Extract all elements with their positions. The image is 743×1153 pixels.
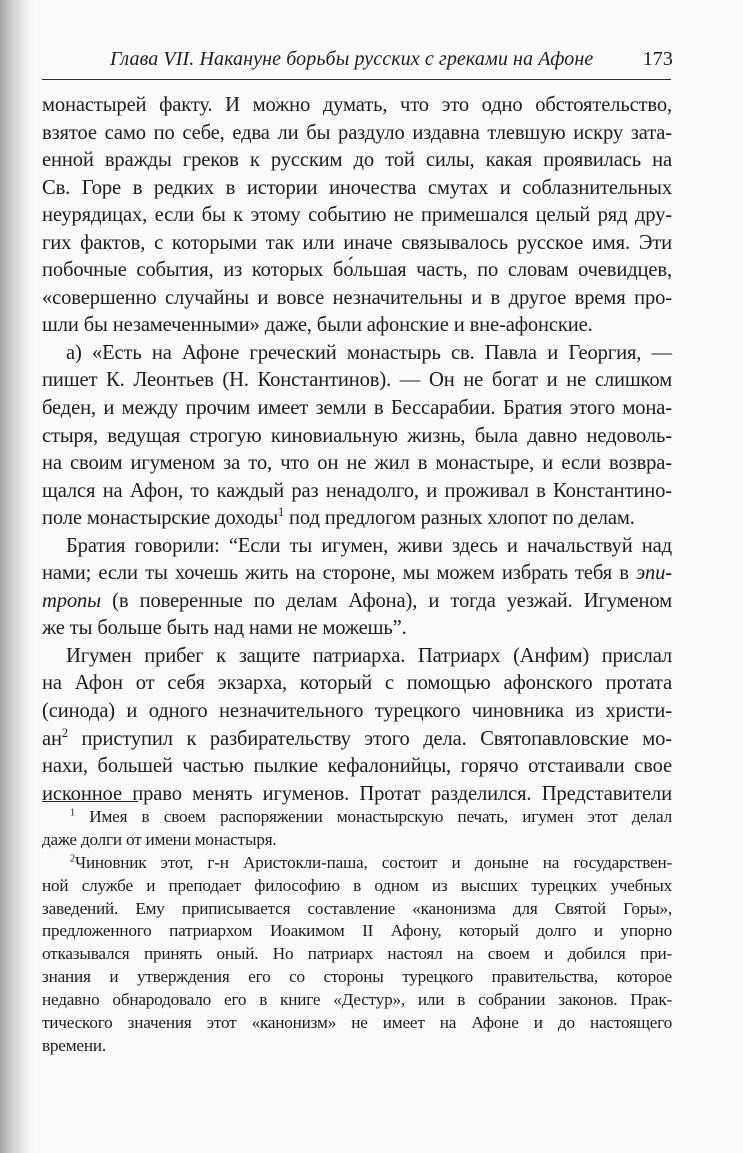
running-title: Глава VII. Накануне борьбы русских с греками на Афоне bbox=[110, 48, 594, 70]
text-line: нахи, большей частью пылкие кефалонийцы, горячо отстаивали свое bbox=[42, 755, 672, 778]
text-line: взятое само по себе, едва ли бы раздуло издавна тлевшую искру зата- bbox=[42, 121, 672, 144]
text-line: щался на Афон, то каждый раз ненадолго, и проживал в Константино- bbox=[42, 479, 672, 502]
text-line: шли бы незамеченными» даже, были афонские и вне-афонские. bbox=[42, 314, 593, 337]
footnote-line bbox=[42, 806, 672, 829]
text-line: исконное право менять игуменов. Протат разделился. Представители bbox=[42, 782, 672, 805]
footnote-text: Имея в своем распоряжении монастырскую печать, игумен этот делал bbox=[74, 807, 672, 826]
running-head bbox=[110, 48, 673, 72]
text-line: беден, и между прочим имеет земли в Бессарабии. Братия этого мона- bbox=[42, 397, 672, 420]
text-segment: поле монастырские доходы bbox=[42, 507, 279, 530]
text-line: же ты больше быть над нами не можешь”. bbox=[42, 617, 407, 640]
footnote-rule bbox=[42, 801, 138, 802]
footnotes bbox=[42, 806, 672, 1058]
text-line: енной вражды греков к русским до той силы, какая проявилась на bbox=[42, 149, 672, 172]
text-line: (синода) и одного незначительного турецкого чиновника из христи- bbox=[42, 700, 672, 723]
footnote-line: времени. bbox=[42, 1035, 106, 1055]
text-segment: под предлогом разных хлопот по делам. bbox=[284, 507, 635, 530]
text-line: на Афон от себя экзарха, который с помощью афонского протата bbox=[42, 672, 672, 695]
footnote-line: даже долги от имени монастыря. bbox=[42, 829, 277, 849]
text-line: Братия говорили: “Если ты игумен, живи здесь и начальствуй над bbox=[66, 534, 672, 557]
text-line: побочные события, из которых бо́льшая часть, по словам очевидцев, bbox=[42, 259, 672, 282]
footnote-line bbox=[42, 852, 672, 875]
footnote-line: недавно обнародовало его в книге «Дестур», или в собрании законов. Прак- bbox=[42, 990, 672, 1010]
text-line: а) «Есть на Афоне греческий монастырь св. Павла и Георгия, — bbox=[66, 341, 672, 364]
binding-shadow bbox=[0, 0, 34, 1153]
text-line: стыря, ведущая строгую киновиальную жизнь, была давно недоволь- bbox=[42, 424, 672, 447]
text-segment: нами; если ты хочешь жить на стороне, мы можем избрать тебя в bbox=[42, 562, 637, 585]
footnote-line: тического значения этот «канонизм» не имеет на Афоне и до настоящего bbox=[42, 1013, 672, 1033]
footnote-line: отказывался принять оный. Но патриарх настоял на своем и добился при- bbox=[42, 944, 672, 964]
text-line: гих фактов, с которыми так или иначе связывалось русское имя. Эти bbox=[42, 231, 672, 254]
text-line: «совершенно случайны и вовсе незначительны и в другое время про- bbox=[42, 286, 672, 309]
footnote-text: Чиновник этот, г-н Аристокли-паша, состоит и доныне на государствен- bbox=[74, 852, 672, 872]
text-line: монастырей факту. И можно думать, что это одно обстоятельство, bbox=[42, 94, 672, 116]
main-text bbox=[42, 92, 672, 808]
footnote-marker-1: 1 bbox=[70, 807, 75, 819]
text-segment: ан bbox=[42, 727, 62, 750]
footnote-line: знания и утверждения его со стороны турецкого правительства, которое bbox=[42, 967, 672, 987]
text-line bbox=[42, 726, 672, 754]
text-line: пишет К. Леонтьев (Н. Константинов). — Он не богат и не слишком bbox=[42, 369, 672, 392]
text-line bbox=[42, 505, 672, 533]
footnote-line: заведений. Ему приписывается составление «канонизма для Святой Горы», bbox=[42, 898, 672, 918]
italic-term: тропы bbox=[42, 589, 101, 612]
footnote-ref-1: 1 bbox=[278, 505, 285, 520]
text-segment: приступил к разбирательству этого дела. Святопавловские мо- bbox=[67, 727, 672, 750]
text-line bbox=[42, 560, 672, 588]
footnote-line: предложенного патриархом Иоакимом II Афону, который долго и упорно bbox=[42, 921, 672, 941]
header-rule bbox=[42, 79, 671, 80]
footnote-ref-2: 2 bbox=[61, 725, 68, 740]
text-line: Св. Горе в редких в истории иночества смутах и соблазнительных bbox=[42, 176, 672, 199]
text-line: Игумен прибег к защите патриарха. Патриарх (Анфим) прислал bbox=[66, 644, 672, 667]
page-number: 173 bbox=[642, 48, 673, 70]
text-segment: (в поверенные по делам Афона), и тогда уезжай. Игуменом bbox=[100, 589, 672, 612]
text-line bbox=[42, 588, 672, 616]
footnote-marker-2: 2 bbox=[70, 853, 75, 865]
footnote-line: ной службе и преподает философию в одном из высших турецких учебных bbox=[42, 875, 672, 895]
text-line: на своим игуменом за то, что он не жил в монастыре, и если возвра- bbox=[42, 452, 672, 475]
text-line: неурядицах, если бы к этому событию не примешался целый ряд дру- bbox=[42, 204, 672, 227]
italic-term: эпи- bbox=[636, 562, 672, 585]
